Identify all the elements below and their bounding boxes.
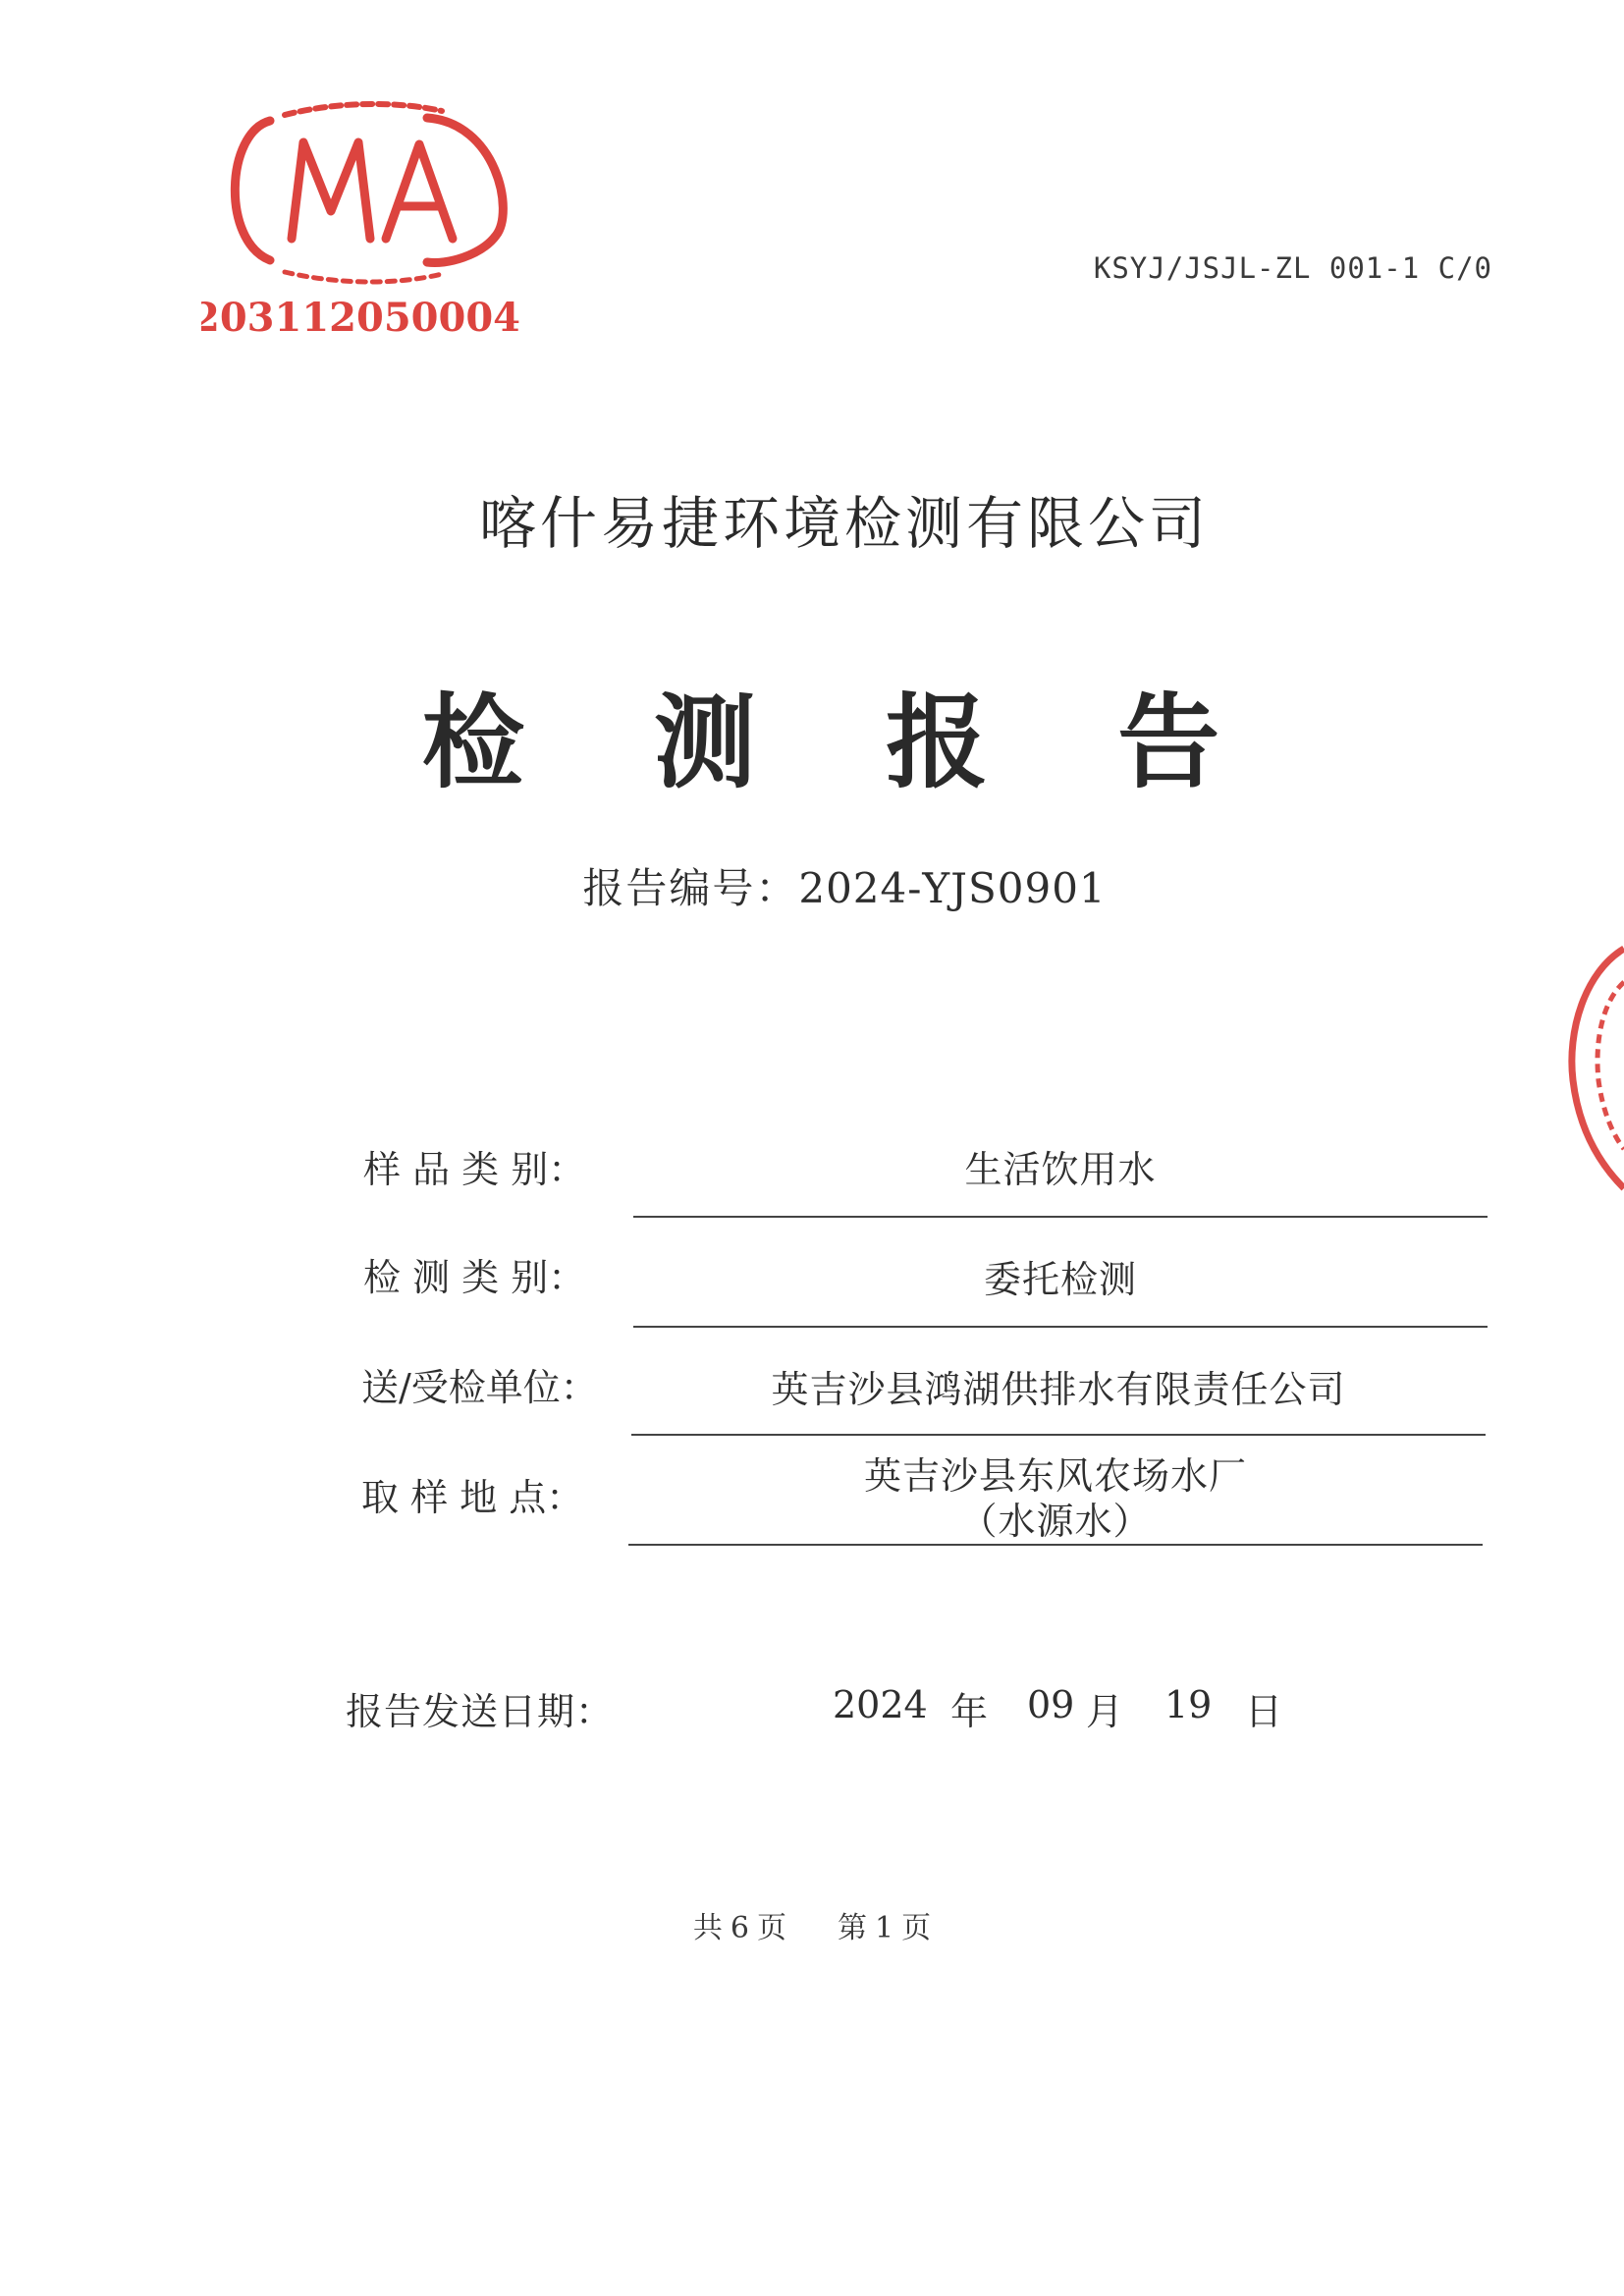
sample-category-label: 样 品 类 别： xyxy=(363,1148,586,1191)
edge-seal-icon xyxy=(1565,943,1624,1198)
report-title: 检 测 报 告 xyxy=(421,682,1268,802)
company-name: 喀什易捷环境检测有限公司 xyxy=(478,490,1210,557)
issue-date-day: 19 xyxy=(1164,1683,1213,1726)
page-total: 6 xyxy=(730,1911,749,1945)
report-number-value: 2024-YJS0901 xyxy=(798,864,1107,912)
submitting-unit-underline xyxy=(631,1434,1486,1436)
submitting-unit-label: 送/受检单位： xyxy=(361,1366,598,1409)
sample-category-underline xyxy=(633,1216,1488,1218)
issue-date-year-unit: 年 xyxy=(950,1690,989,1733)
stamp-number: 203112050004 xyxy=(201,295,520,341)
issue-date-label: 报告发送日期： xyxy=(346,1690,615,1733)
issue-date-month-unit: 月 xyxy=(1086,1690,1124,1733)
cma-stamp-icon xyxy=(201,93,525,349)
cma-stamp xyxy=(201,93,525,349)
sampling-location-label: 取 样 地 点： xyxy=(361,1476,584,1519)
submitting-unit-value: 英吉沙县鸿湖供排水有限责任公司 xyxy=(771,1368,1346,1411)
sampling-location-value-line1: 英吉沙县东风农场水厂 xyxy=(863,1454,1247,1498)
page-current-prefix: 第 xyxy=(838,1911,867,1945)
test-category-underline xyxy=(633,1326,1488,1328)
page-total-suffix: 页 xyxy=(757,1911,786,1945)
page-current: 1 xyxy=(875,1911,894,1945)
edge-seal xyxy=(1565,943,1624,1198)
page-total-prefix: 共 xyxy=(692,1911,723,1945)
issue-date-month: 09 xyxy=(1027,1683,1075,1726)
sampling-location-value-line2: （水源水） xyxy=(959,1500,1152,1543)
sampling-location-underline xyxy=(628,1544,1483,1546)
report-number xyxy=(0,856,1624,915)
test-category-label: 检 测 类 别： xyxy=(363,1256,586,1299)
page-current-suffix: 页 xyxy=(901,1911,932,1945)
issue-date-day-unit: 日 xyxy=(1245,1690,1283,1733)
document-code: KSYJ/JSJL-ZL 001-1 C/0 xyxy=(1093,251,1492,285)
sample-category-value: 生活饮用水 xyxy=(964,1148,1157,1191)
test-category-value: 委托检测 xyxy=(983,1258,1137,1301)
report-number-label: 报告编号： xyxy=(582,864,799,912)
issue-date-year: 2024 xyxy=(833,1683,928,1726)
page-info xyxy=(0,1903,1624,1946)
